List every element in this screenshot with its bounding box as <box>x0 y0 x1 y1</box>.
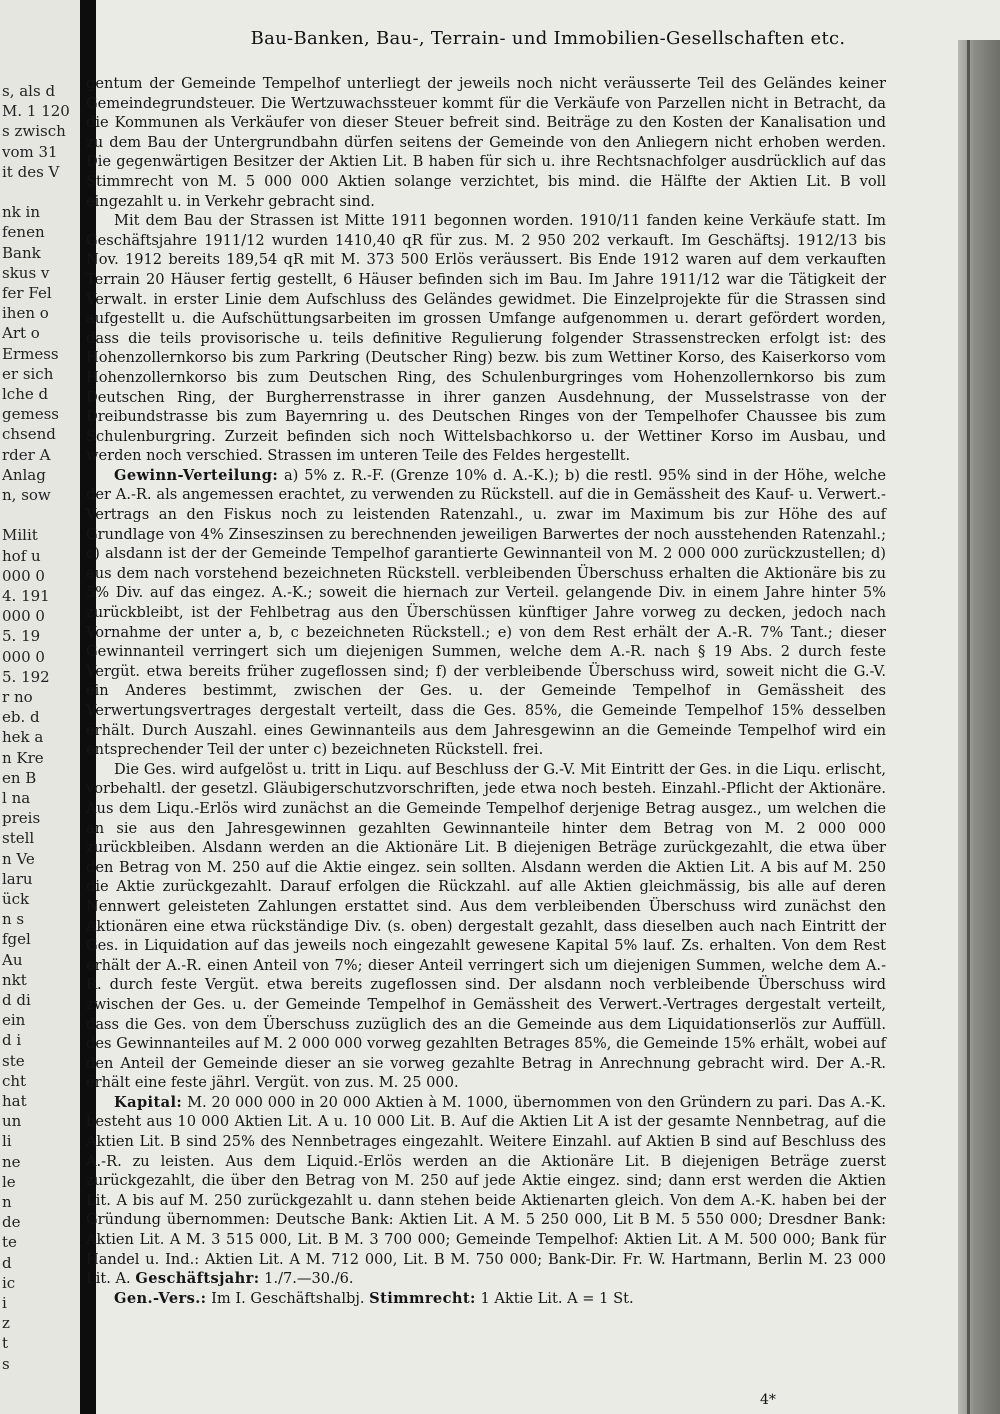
fragment-line: lche d <box>2 385 49 403</box>
paragraph-text: Mit dem Bau der Strassen ist Mitte 1911 begonnen worden. 1910/11 fanden keine Verkäufe statt. Im Geschäftsjahre 1911/12 wurden 1410,40 qR für zus. M. 2 950 202 verkauft. Im Geschäftsj. 1912/13 bis Nov. 1912 bereits 189,54 qR mit M. 373 500 Erlös veräussert. Bis Ende 1912 waren auf dem verkauften Terrain 20 Häuser fertig gestellt, 6 Häuser befinden sich im Bau. Im Jahre 1911/12 war die Tätigkeit der Verwalt. in erster Linie dem Aufschluss des Geländes gewidmet. Die Einzelprojekte für die Strassen sind aufgestellt u. die Aufschüttungsarbeiten im grossen Umfange aufgenommen u. derart gefördert worden, dass die teils provisorische u. teils definitive Regulierung folgender Strassenstrecken erfolgt ist: des Hohenzollernkorso bis zum Parkring (Deutscher Ring) bezw. bis zum Wettiner Korso, des Kaiserkorso vom Hohenzollernkorso bis zum Deutschen Ring, des Schulenburgringes vom Hohenzollernkorso bis zum Deutschen Ring, der Burgherrenstrasse in ihrer ganzen Ausdehnung, der Musselstrasse von der Dreibundstrasse bis zum Bayernring u. des Deutschen Ringes von der Tempelhofer Chaussee bis zum Schulenburgring. Zurzeit befinden sich noch Wittelsbachkorso u. der Wettiner Korso im Ausbau, und werden noch verschied. Strassen im unteren Teile des Feldes hergestellt. <box>86 212 886 465</box>
fragment-line: Milit <box>2 526 38 545</box>
fragment-line: t <box>2 1334 9 1353</box>
body-text <box>86 74 886 1308</box>
fragment-line: fer Fel <box>2 284 52 302</box>
paragraph-text: 1 Aktie Lit. A = 1 St. <box>475 1289 634 1307</box>
fragment-line: er sich <box>2 364 54 383</box>
fragment-line: ste <box>2 1051 25 1070</box>
fragment-line: nkt <box>2 970 27 989</box>
fragment-line: 000 0 <box>2 607 45 626</box>
fragment-line: skus v <box>2 263 50 282</box>
section-heading: Kapital: <box>114 1093 183 1111</box>
paragraph <box>86 1289 886 1309</box>
fragment-line: n Ve <box>2 849 35 868</box>
fragment-line: en B <box>2 768 37 787</box>
paragraph-text: Die Ges. wird aufgelöst u. tritt in Liqu. auf Beschluss der G.-V. Mit Eintritt der Ges. in die Liqu. erlischt, vorbehaltl. der gesetzl. Gläubigerschutzvorschriften, jede etwa noch besteh. Einzahl.-Pflicht der Aktionäre. Aus dem Liqu.-Erlös wird zunächst an die Gemeinde Tempelhof derjenige Betrag ausgez., um welchen die an sie aus den Jahresgewinnen gezahlten Gewinnanteile hinter dem Betrag von M. 2 000 000 zurückbleiben. Alsdann werden an die Aktionäre Lit. B diejenigen Beträge zurückgezahlt, die etwa über den Betrag von M. 250 auf die Aktie eingez. sein sollten. Alsdann werden die Aktien Lit. A bis auf M. 250 die Aktie zurückgezahlt. Darauf erfolgen die Rückzahl. auf alle Aktien gleichmässig, bis alle auf deren Nennwert geleisteten Zahlungen erstattet sind. Aus dem verbleibenden Überschuss wird zunächst den Aktionären eine etwa rückständige Div. (s. oben) dergestalt gezahlt, dass dieselben auch nach Eintritt der Ges. in Liquidation auf das jeweils noch eingezahlt gewesene Kapital 5% lauf. Zs. erhalten. Von dem Rest erhält der A.-R. einen Anteil von 7%; dieser Anteil verringert sich um diejenigen Summen, welche dem A.-R. durch feste Vergüt. etwa bereits zugeflossen sind. Der alsdann noch verbleibende Überschuss wird zwischen der Ges. u. der Gemeinde Tempelhof in Gemässheit des Verwert.-Vertrages dergestalt verteilt, dass die Ges. von dem Überschuss zuzüglich des an die Gemeinde aus dem Liquidationserlös zur Auffüll. des Gewinnanteiles auf M. 2 000 000 vorweg gezahlten Betrages 85%, die Gemeinde 15% erhält, wobei auf den Anteil der Gemeinde dieser an sie vorweg gezahlte Betrag in Anrechnung gebracht wird. Der A.-R. erhält eine feste jährl. Vergüt. von zus. M. 25 000. <box>86 760 886 1092</box>
fragment-line: Art o <box>2 324 40 343</box>
fragment-line: preis <box>2 809 41 828</box>
section-heading: Gen.-Vers.: <box>114 1289 207 1307</box>
fragment-line: ic <box>2 1273 16 1292</box>
fragment-line: ne <box>2 1152 21 1171</box>
fragment-line: ück <box>2 890 30 908</box>
fragment-line: fgel <box>2 930 31 949</box>
paragraph-text: gentum der Gemeinde Tempelhof unterliegt der jeweils noch nicht veräusserte Teil des Geländes keiner Gemeindegrundsteuer. Die Wertzuwachssteuer kommt für die Verkäufe von Parzellen nicht in Betracht, da die Kommunen als Verkäufer von dieser Steuer befreit sind. Beiträge zu den Kosten der Kanalisation und zu dem Bau der Untergrundbahn dürfen seitens der Gemeinde von den Anliegern nicht erhoben werden. Die gegenwärtigen Besitzer der Aktien Lit. B haben für sich u. ihre Rechtsnachfolger ausdrücklich auf das Stimmrecht von M. 5 000 000 Aktien solange verzichtet, bis mind. die Hälfte der Aktien Lit. B voll eingezahlt u. in Verkehr gebracht sind. <box>86 75 886 210</box>
fragment-line: hat <box>2 1092 27 1110</box>
fragment-line: s zwisch <box>2 122 66 141</box>
fragment-line: r no <box>2 688 33 706</box>
fragment-line: it des V <box>2 162 60 181</box>
section-heading: Stimmrecht: <box>369 1289 476 1307</box>
section-heading: Gewinn-Verteilung: <box>114 466 279 484</box>
fragment-line: s <box>2 1354 10 1373</box>
fragment-line: n s <box>2 910 25 929</box>
fragment-line: cht <box>2 1071 27 1090</box>
paragraph-text: 1./7.—30./6. <box>259 1270 354 1288</box>
fragment-line: gemess <box>2 405 59 424</box>
fragment-line: Ermess <box>2 344 59 363</box>
fragment-line: i <box>2 1294 7 1312</box>
fragment-line: l na <box>2 789 31 807</box>
fragment-line: Bank <box>2 243 41 262</box>
fragment-line: ein <box>2 1011 26 1030</box>
fragment-line: n, sow <box>2 486 51 504</box>
fragment-line: eb. d <box>2 708 40 727</box>
section-heading: Geschäftsjahr: <box>135 1270 260 1288</box>
paragraph <box>86 1093 886 1289</box>
fragment-line: fenen <box>2 223 45 242</box>
fragment-line: nk in <box>2 203 40 222</box>
fragment-line: Au <box>2 950 23 969</box>
fragment-line: 000 0 <box>2 566 45 585</box>
fragment-line: 5. 192 <box>2 667 50 686</box>
fragment-line: 000 0 <box>2 647 45 666</box>
fragment-line: Anlag <box>2 465 46 484</box>
page-edge-shadow <box>958 40 1000 1414</box>
fragment-line: n <box>2 1193 12 1211</box>
fragment-line: hof u <box>2 546 41 565</box>
fragment-line: ihen o <box>2 304 49 323</box>
fragment-line: d <box>2 1253 12 1272</box>
running-header: Bau-Banken, Bau-, Terrain- und Immobilien-Gesellschaften etc. <box>250 28 846 49</box>
fragment-line: hek a <box>2 728 44 747</box>
paragraph <box>86 466 886 760</box>
fragment-line: M. 1 120 <box>2 102 70 121</box>
fragment-line: chsend <box>2 425 56 444</box>
fragment-line: 5. 19 <box>2 627 41 646</box>
paragraph <box>86 211 886 466</box>
fragment-line: laru <box>2 869 33 888</box>
fragment-line: stell <box>2 829 35 848</box>
paragraph <box>86 74 886 211</box>
page-number: 4* <box>760 1392 776 1408</box>
fragment-line: rder A <box>2 445 51 464</box>
paragraph-text: Im I. Geschäftshalbj. <box>206 1289 370 1307</box>
paragraph <box>86 760 886 1093</box>
fragment-line: z <box>2 1314 10 1333</box>
paragraph-text: M. 20 000 000 in 20 000 Aktien à M. 1000, übernommen von den Gründern zu pari. Das A.-K. besteht aus 10 000 Aktien Lit. A u. 10 000 Lit. B. Auf die Aktien Lit A ist der gesamte Nennbetrag, auf die Aktien Lit. B sind 25% des Nennbetrages eingezahlt. Weitere Einzahl. auf Aktien B sind auf Beschluss des A.-R. zu leisten. Aus dem Liquid.-Erlös werden an die Aktionäre Lit. B diejenigen Beträge zuerst zurückgezahlt, die über den Betrag von M. 250 auf jede Aktie eingez. sind; dann erst werden die Aktien Lit. A bis auf M. 250 zurückgezahlt u. dann stehen beide Aktienarten gleich. Von dem A.-K. haben bei der Gründung übernommen: Deutsche Bank: Aktien Lit. A M. 5 250 000, Lit B M. 5 550 000; Dresdner Bank: Aktien Lit. A M. 3 515 000, Lit. B M. 3 700 000; Gemeinde Tempelhof: Aktien Lit. A M. 500 000; Bank für Handel u. Ind.: Aktien Lit. A M. 712 000, Lit. B M. 750 000; Bank-Dir. Fr. W. Hartmann, Berlin M. 23 000 Lit. A. <box>86 1093 886 1288</box>
fragment-line: te <box>2 1233 17 1252</box>
fragment-line: vom 31 <box>2 142 58 161</box>
fragment-line: 4. 191 <box>2 587 50 605</box>
fragment-line: d di <box>2 991 31 1009</box>
page-edge-line <box>967 40 970 1414</box>
fragment-line: s, als d <box>2 82 56 100</box>
paragraph-text: a) 5% z. R.-F. (Grenze 10% d. A.-K.); b) die restl. 95% sind in der Höhe, welche der A.-R. als angemessen erachtet, zu verwenden zu Rückstell. auf die in Gemässheit des Kauf- u. Verwert.-Vertrags an den Fiskus noch zu leistenden Ratenzahl., u. zwar im Maximum bis zur Höhe des auf Grundlage von 4% Zinseszinsen zu berechnenden jeweiligen Barwertes der noch ausstehenden Ratenzahl.; c) alsdann ist der der Gemeinde Tempelhof garantierte Gewinnanteil von M. 2 000 000 zurückzustellen; d) aus dem nach vorstehend bezeichneten Rückstell. verbleibenden Überschuss erhalten die Aktionäre bis zu 5% Div. auf das eingez. A.-K.; soweit die hiernach zur Verteil. gelangende Div. in einem Jahre hinter 5% zurückbleibt, ist der Fehlbetrag aus den Überschüssen künftiger Jahre vorweg zu decken, jedoch nach Vornahme der unter a, b, c bezeichneten Rückstell.; e) von dem Rest erhält der A.-R. 7% Tant.; dieser Gewinnanteil verringert sich um diejenigen Summen, welche dem A.-R. nach § 19 Abs. 2 durch feste Vergüt. etwa bereits früher zugeflossen sind; f) der verbleibende Überschuss wird, soweit nicht die G.-V. ein Anderes bestimmt, zwischen der Ges. u. der Gemeinde Tempelhof in Gemässheit des Verwertungsvertrages dergestalt verteilt, dass die Ges. 85%, die Gemeinde Tempelhof 15% desselben erhält. Durch Auszahl. eines Gewinnanteils aus dem Jahresgewinn an die Gemeinde Tempelhof wird ein entsprechender Teil der unter c) bezeichneten Rückstell. frei. <box>86 466 886 759</box>
fragment-line: le <box>2 1172 16 1191</box>
fragment-line: de <box>2 1213 21 1232</box>
fragment-line: un <box>2 1112 22 1131</box>
previous-page-strip <box>0 0 80 1414</box>
fragment-line: d i <box>2 1031 22 1050</box>
fragment-line: li <box>2 1132 12 1151</box>
fragment-line: n Kre <box>2 748 44 767</box>
